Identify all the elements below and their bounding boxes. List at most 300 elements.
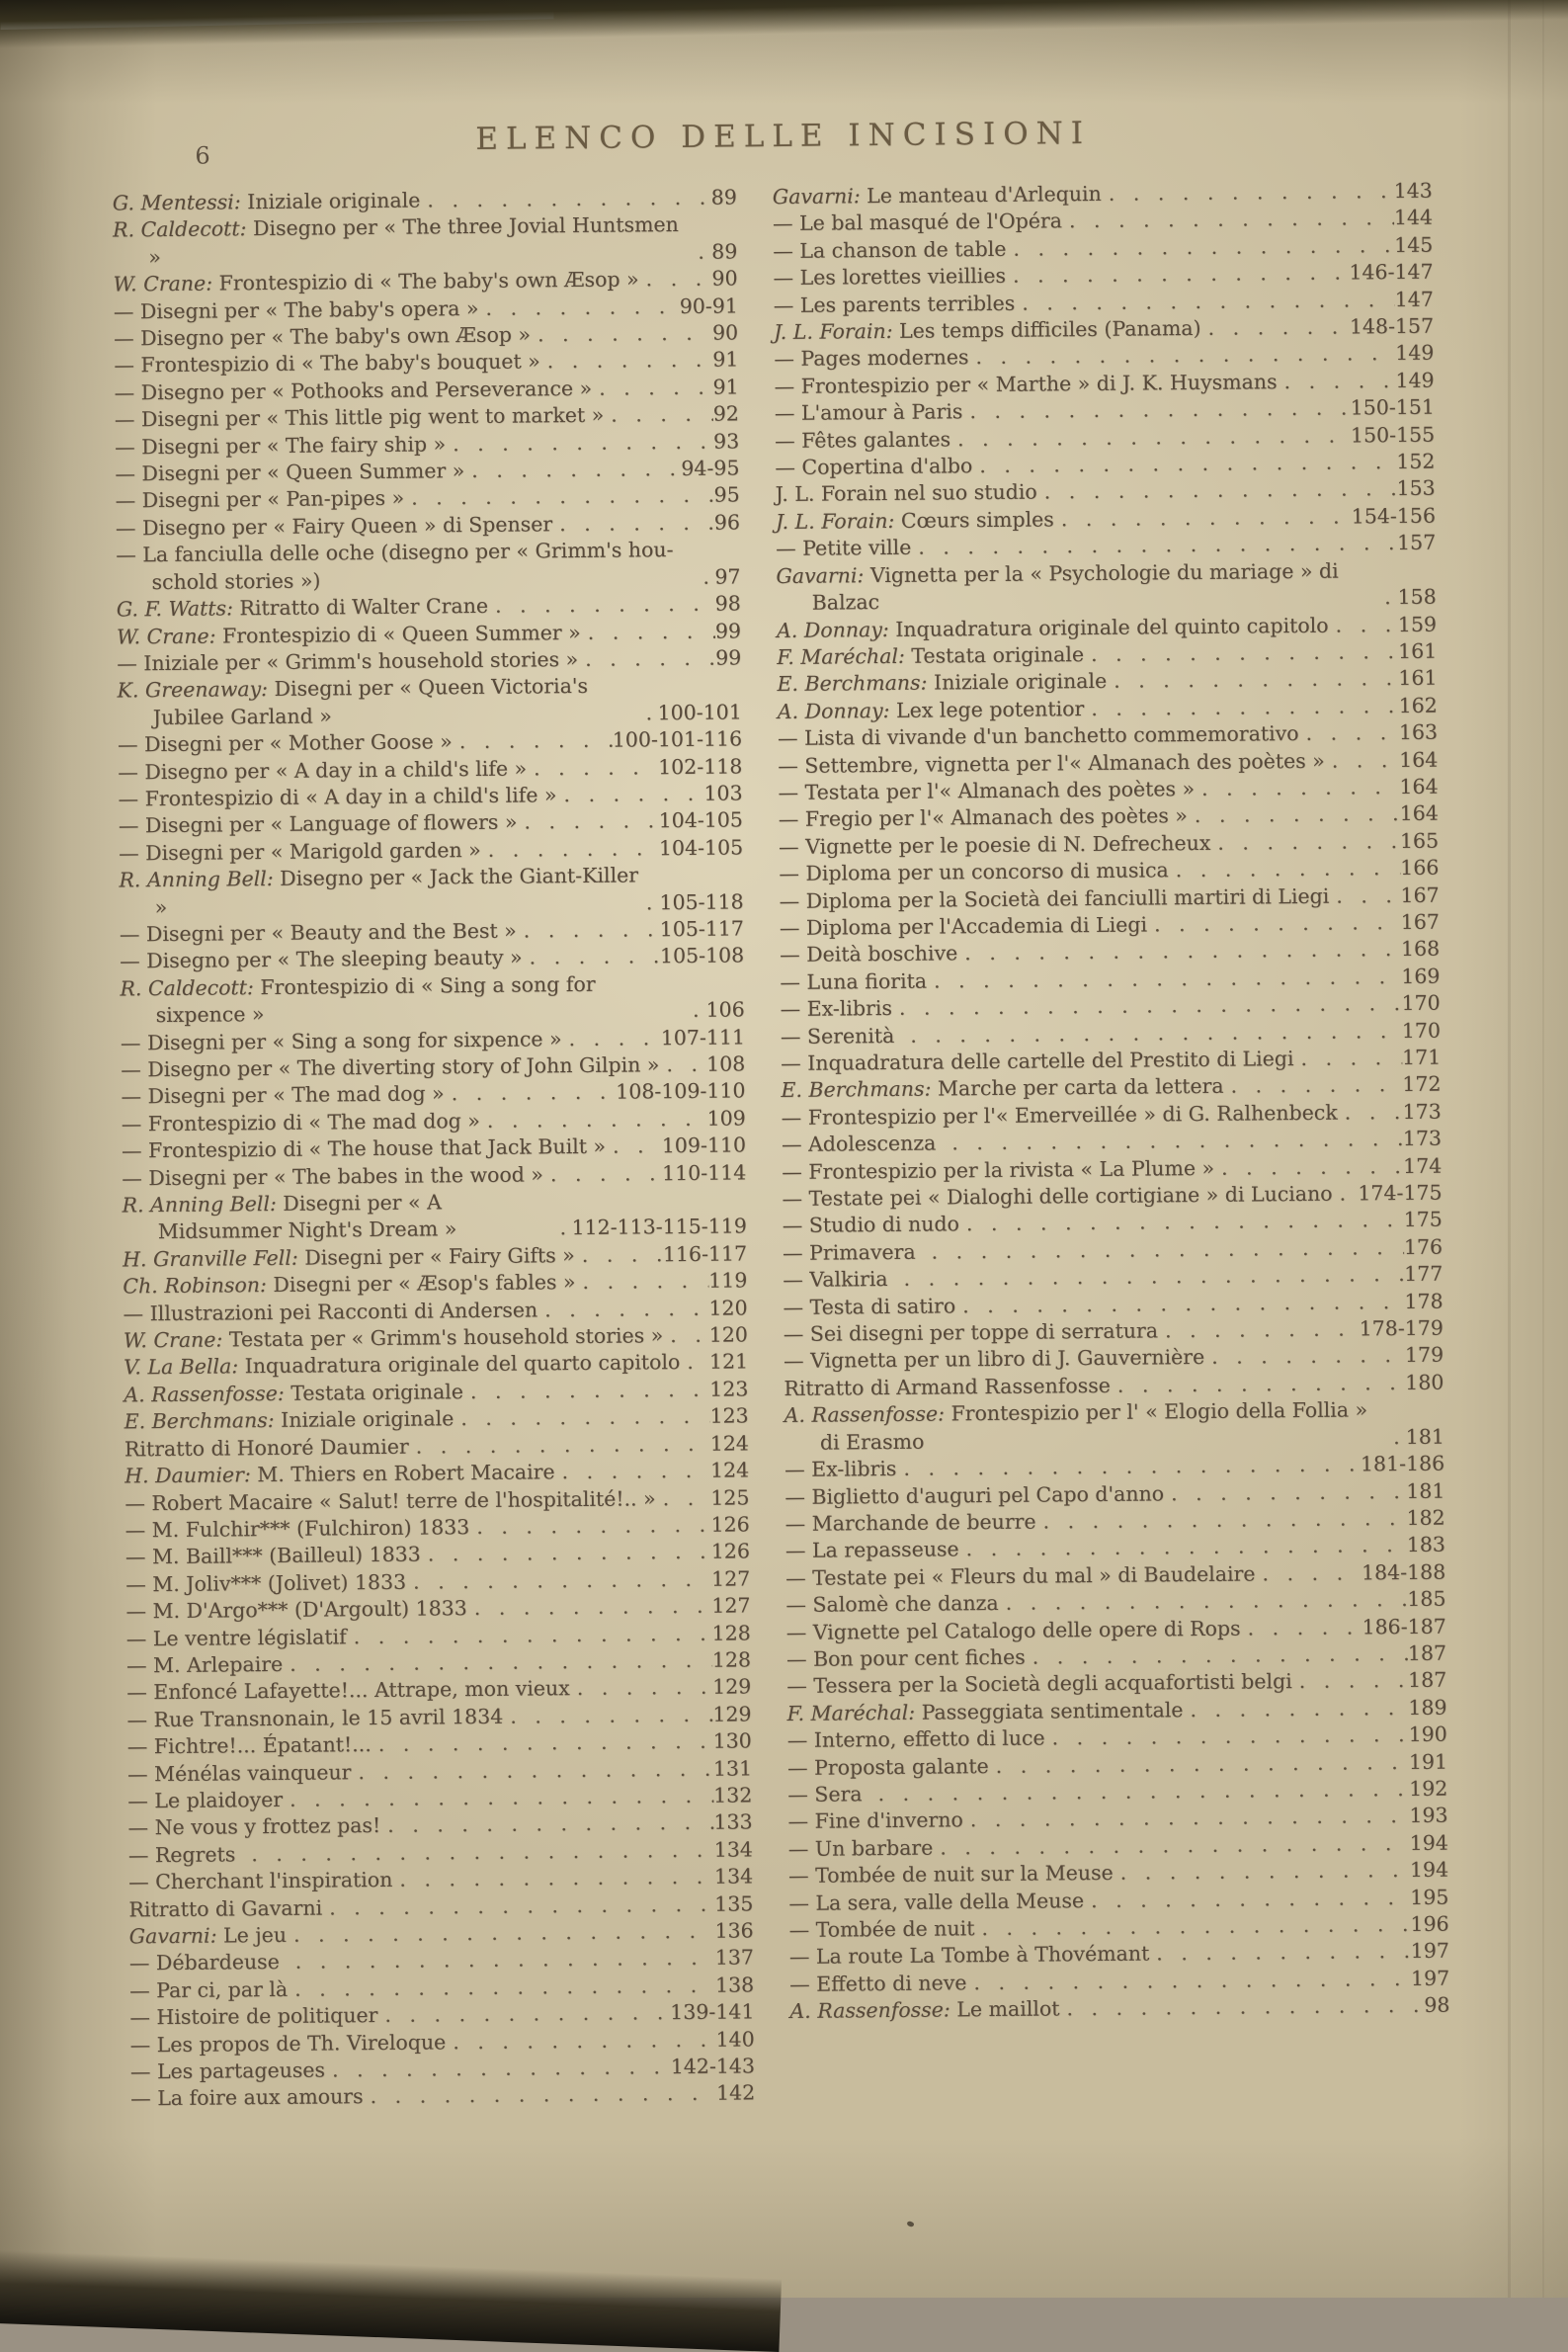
page-ref: 146-147 xyxy=(1349,259,1434,285)
entry-title: — Frontespizio di « The house that Jack Built » xyxy=(121,1134,607,1163)
dot-leader xyxy=(517,916,660,945)
entry-title: — M. Baill*** (Bailleul) 1833 xyxy=(124,1542,421,1569)
artist-name: Gavarni: xyxy=(776,562,870,588)
entry-title: — Tombée de nuit sur la Meuse xyxy=(787,1861,1114,1889)
dot-leader xyxy=(972,449,1396,480)
entry-title: — Disegni per « Language of flowers » xyxy=(118,809,518,838)
page-ref: 170 xyxy=(1401,1018,1442,1043)
page-ref: 192 xyxy=(1409,1776,1448,1801)
page-ref: 173 xyxy=(1402,1126,1443,1151)
entry-title: — Disegno per « The diverting story of John Gilpin » xyxy=(121,1052,660,1082)
artist-name: W. Crane: xyxy=(113,271,219,296)
entry-title: — Salomè che danza xyxy=(785,1591,999,1618)
entry-title: — Ex-libris xyxy=(784,1457,897,1482)
entry-title: H. Granville Fell: Disegni per « Fairy Gifts » xyxy=(122,1242,575,1272)
page-ref: 185 xyxy=(1407,1586,1446,1612)
dot-leader xyxy=(463,1377,710,1406)
entry-title: — Disegno per « A day in a child's life » xyxy=(118,756,528,784)
entry-title: — Le bal masqué de l'Opéra xyxy=(772,209,1063,236)
artist-name: V. La Bella: xyxy=(124,1354,245,1380)
dot-leader xyxy=(1214,1153,1403,1182)
toc-column-left xyxy=(113,184,756,2113)
entry-title: A. Donnay: Lex lege potentior xyxy=(777,696,1085,723)
dot-leader xyxy=(1147,909,1401,939)
page-ref: 105-117 xyxy=(659,916,745,942)
dot-leader xyxy=(543,1160,662,1189)
dot-leader xyxy=(1200,314,1350,343)
page-ref: 158 xyxy=(1397,584,1437,610)
page-ref: 99 xyxy=(715,645,742,670)
page-ref: 181 xyxy=(1405,1424,1444,1449)
page-ref: 127 xyxy=(710,1566,751,1591)
page-ref: 128 xyxy=(711,1620,751,1645)
page-ref: 149 xyxy=(1395,341,1435,366)
page-ref: 168 xyxy=(1400,937,1441,962)
entry-title: Ritratto di Armand Rassenfosse xyxy=(784,1373,1111,1400)
dot-leader xyxy=(371,1728,713,1759)
page-ref: 195 xyxy=(1410,1885,1449,1909)
entry-title: — Frontespizio per « Marthe » di J. K. Huysmans xyxy=(774,370,1278,398)
page-ref: 123 xyxy=(709,1377,749,1401)
entry-title: A. Rassenfosse: Testata originale xyxy=(124,1380,464,1407)
entry-title: — L'amour à Paris xyxy=(774,399,963,426)
page-ref: 120 xyxy=(708,1322,748,1347)
dot-leader xyxy=(950,422,1351,453)
entry-title: — Iniziale per « Grimm's household stories » xyxy=(117,646,579,676)
page-ref: 162 xyxy=(1398,693,1438,717)
dot-leader xyxy=(1084,693,1399,722)
entry-title: — Inquadratura delle cartelle del Prestito di Liegi xyxy=(781,1047,1294,1076)
dot-leader xyxy=(974,1911,1410,1943)
page-ref: 161 xyxy=(1398,665,1438,691)
page-ref: 184-188 xyxy=(1361,1559,1446,1585)
page-ref: 174-175 xyxy=(1358,1180,1443,1206)
dot-leader xyxy=(1111,1370,1406,1399)
page-ref: 165 xyxy=(1399,828,1440,853)
dot-leader xyxy=(1292,1667,1409,1696)
entry-title: — La route La Tombe à Thovémant xyxy=(788,1941,1150,1970)
dot-leader xyxy=(1169,855,1401,884)
entry-title: — Effetto di neve xyxy=(789,1971,967,1996)
entry-title: — Copertina d'albo xyxy=(775,454,973,480)
artist-name: G. F. Watts: xyxy=(116,596,240,622)
page-ref: 121 xyxy=(708,1349,749,1375)
dot-leader xyxy=(351,1755,713,1786)
entry-title: — Sera xyxy=(787,1782,863,1806)
entry-title: — Rue Transnonain, le 15 avril 1834 xyxy=(126,1704,504,1732)
page-ref: 166 xyxy=(1400,855,1440,881)
page-ref: 90 xyxy=(711,320,739,345)
dot-leader xyxy=(527,754,658,783)
entry-title: — Serenità xyxy=(780,1023,895,1049)
page-ref: 95 xyxy=(713,482,740,508)
dot-leader xyxy=(1338,1099,1403,1127)
entry-title: Gavarni: Vignetta per la « Psychologie du mariage » di Balzac xyxy=(776,558,1339,615)
entry-title: — Disegno per « The baby's own Æsop » xyxy=(114,322,532,351)
entry-title: H. Daumier: M. Thiers en Robert Macaire xyxy=(124,1460,555,1488)
dot-leader xyxy=(392,1864,714,1894)
entry-title: W. Crane: Frontespizio di « Queen Summer » xyxy=(116,620,581,648)
page-ref: 93 xyxy=(712,429,740,454)
page-ref: 167 xyxy=(1400,882,1440,907)
page-ref: 186-187 xyxy=(1362,1614,1446,1638)
page-ref: 189 xyxy=(1408,1695,1447,1720)
dot-leader xyxy=(446,2026,716,2056)
toc-entry xyxy=(117,672,741,732)
artist-name: H. Daumier: xyxy=(124,1463,258,1488)
dot-leader xyxy=(1386,1424,1406,1452)
page-ref: 190 xyxy=(1408,1722,1447,1747)
entry-title: — Frontespizio di « A day in a child's life » xyxy=(118,783,557,811)
page-ref: 194 xyxy=(1409,1830,1448,1855)
dot-leader xyxy=(1210,828,1400,857)
dot-leader xyxy=(1037,475,1397,506)
dot-leader xyxy=(464,456,681,485)
dot-leader xyxy=(454,1403,709,1433)
entry-title: Gavarni: Le manteau d'Arlequin xyxy=(772,181,1102,210)
index-columns xyxy=(113,178,1451,2114)
dot-leader xyxy=(1006,232,1394,263)
page-ref: 100-101 xyxy=(657,700,742,724)
entry-title: — Vignetta per un libro di J. Gauvernière xyxy=(783,1345,1205,1374)
page-ref: 150-155 xyxy=(1350,422,1436,448)
page-ref: 196 xyxy=(1410,1911,1449,1936)
entry-title: — Ex-libris xyxy=(780,996,893,1022)
entry-title: — Disegni per « Pan-pipes » xyxy=(115,486,405,513)
artist-name: E. Berchmans: xyxy=(777,670,935,697)
dot-leader xyxy=(680,1349,709,1377)
page-ref: 116-117 xyxy=(662,1241,748,1267)
entry-title: R. Caldecott: Disegno per « The three Jovial Huntsmen » xyxy=(112,212,679,269)
page-ref: 154-156 xyxy=(1351,503,1437,529)
entry-title: — Histoire de politiquer xyxy=(129,2003,378,2030)
entry-title: — Disegni per « The baby's opera » xyxy=(113,295,479,324)
dot-leader xyxy=(959,1207,1404,1238)
entry-title: R. Anning Bell: Disegni per « A Midsummer Night's Dream » xyxy=(122,1190,457,1244)
page-ref: 109 xyxy=(706,1106,746,1131)
toc-entry xyxy=(116,537,740,597)
page-ref: 108-109-110 xyxy=(616,1078,746,1105)
dot-leader xyxy=(1054,503,1352,533)
entry-title: — Tombée de nuit xyxy=(788,1916,975,1942)
dot-leader xyxy=(380,1809,713,1840)
entry-title: E. Berchmans: Iniziale originale xyxy=(777,669,1108,697)
toc-entry xyxy=(784,1396,1444,1457)
page-ref: 159 xyxy=(1397,612,1438,636)
entry-title: F. Maréchal: Passeggiata sentimentale xyxy=(786,1697,1184,1725)
dot-leader xyxy=(531,320,712,349)
entry-title: — Diploma per l'Accademia di Liegi xyxy=(779,912,1148,941)
page-ref: 131 xyxy=(712,1755,753,1781)
entry-title: — Cherchant l'inspiration xyxy=(128,1868,393,1894)
dot-leader xyxy=(1183,1695,1408,1724)
entry-title: — La chanson de table xyxy=(773,236,1007,263)
dot-leader xyxy=(1293,1045,1402,1072)
dot-leader xyxy=(421,1539,711,1568)
dot-leader xyxy=(540,347,713,376)
toc-entry xyxy=(119,862,743,922)
page-ref: 178-179 xyxy=(1359,1315,1444,1341)
entry-title: E. Berchmans: Marche per carta da lettera xyxy=(781,1074,1224,1103)
artist-name: J. L. Forain: xyxy=(775,508,902,534)
page-ref: 174 xyxy=(1402,1153,1443,1178)
page-ref: 170 xyxy=(1401,990,1441,1016)
page-ref: 171 xyxy=(1401,1045,1442,1070)
toc-entry xyxy=(130,2080,755,2113)
entry-title: — M. Joliv*** (Jolivet) 1833 xyxy=(125,1569,407,1597)
dot-leader xyxy=(1062,205,1394,235)
dot-leader xyxy=(962,395,1351,426)
entry-title: — Regrets xyxy=(127,1842,236,1868)
dot-leader xyxy=(1329,882,1400,910)
dot-leader xyxy=(480,1106,707,1135)
dot-leader xyxy=(1298,719,1399,747)
page-ref: 107-111 xyxy=(660,1024,746,1050)
page-ref: 132 xyxy=(713,1783,753,1807)
entry-title: — Ménélas vainqueur xyxy=(126,1759,352,1786)
entry-title: — Frontespizio per la rivista « La Plume » xyxy=(782,1155,1215,1184)
page-ref: 94-95 xyxy=(681,456,740,481)
artist-name: W. Crane: xyxy=(123,1327,229,1353)
page-ref: 99 xyxy=(714,618,742,643)
page-ref: 126 xyxy=(710,1512,750,1537)
artist-name: Gavarni: xyxy=(772,184,867,210)
dot-leader xyxy=(1325,747,1400,775)
dot-leader xyxy=(999,1586,1408,1617)
entry-title: — La repasseuse xyxy=(784,1537,959,1563)
dot-leader xyxy=(406,1565,711,1595)
entry-title: W. Crane: Testata per « Grimm's household stories » xyxy=(123,1323,664,1353)
dot-leader xyxy=(517,808,658,837)
entry-title: — Proposta galante xyxy=(786,1753,989,1780)
dot-leader xyxy=(955,1289,1404,1320)
page-ref: 150-151 xyxy=(1350,394,1435,420)
artist-name: A. Rassenfosse: xyxy=(784,1401,951,1428)
entry-title: — Valkiria xyxy=(783,1267,888,1293)
artist-name: J. L. Forain: xyxy=(773,318,900,345)
page-ref: 106 xyxy=(705,997,745,1022)
page-ref: 164 xyxy=(1399,800,1439,826)
entry-title: — Les lorettes vieillies xyxy=(773,264,1007,291)
dot-leader xyxy=(1328,612,1398,639)
page-ref: 149 xyxy=(1395,368,1435,392)
artist-name: F. Maréchal: xyxy=(786,1700,922,1725)
dot-leader xyxy=(691,238,711,266)
entry-title: — Disegni per « The mad dog » xyxy=(121,1081,445,1109)
dot-leader xyxy=(989,1749,1409,1780)
folio-number: 6 xyxy=(195,141,210,170)
entry-title: — Disegni per « Beauty and the Best » xyxy=(119,918,517,947)
entry-title: — Testa di satiro xyxy=(783,1294,956,1319)
page-ref: 153 xyxy=(1396,476,1436,501)
entry-title: — Illustrazioni pei Racconti di Andersen xyxy=(123,1298,538,1326)
entry-title: — Disegni per « Sing a song for sixpence » xyxy=(120,1026,562,1055)
page-ref: 124 xyxy=(709,1458,750,1482)
page-ref: 143 xyxy=(1393,178,1433,204)
entry-title: — Petite ville xyxy=(776,536,912,561)
entry-title: — Disegni per « Mother Goose » xyxy=(117,729,453,757)
dot-leader xyxy=(287,1918,715,1950)
page-ref: 97 xyxy=(714,564,741,589)
dot-leader xyxy=(283,1783,713,1814)
page-ref: 173 xyxy=(1402,1099,1442,1124)
entry-title: — Lista di vivande d'un banchetto commemorativo xyxy=(777,721,1299,751)
entry-title: — Fichtre!... Épatant!... xyxy=(126,1732,371,1759)
entry-title: — Disegno per « Pothooks and Perseverance » xyxy=(114,376,593,405)
page-ref: 164 xyxy=(1399,747,1439,772)
artist-name: Gavarni: xyxy=(128,1923,224,1949)
page-ref: 103 xyxy=(703,781,743,805)
page-title: ELENCO DELLE INCISIONI xyxy=(475,115,1092,157)
dot-leader xyxy=(503,1701,712,1729)
page-ref: 96 xyxy=(713,510,741,535)
entry-title: — Studio di nudo xyxy=(782,1212,960,1238)
artist-name: R. Anning Bell: xyxy=(122,1191,284,1218)
entry-title: — Luna fiorita xyxy=(780,968,928,994)
entry-title: — Enfoncé Lafayette!... Attrape, mon vieux xyxy=(126,1676,570,1705)
page-ref: 98 xyxy=(1424,1992,1450,2018)
entry-title: — Testata per l'« Almanach des poètes » xyxy=(778,776,1196,804)
entry-title: — Disegni per « Queen Summer » xyxy=(115,459,465,486)
page-ref: 91 xyxy=(712,375,739,399)
entry-title: — Bon pour cent fiches xyxy=(785,1644,1026,1671)
entry-title: — Le ventre législatif xyxy=(125,1624,347,1650)
entry-title: — Les propos de Th. Vireloque xyxy=(129,2029,447,2058)
dot-leader xyxy=(606,1133,662,1160)
artist-name: R. Caldecott: xyxy=(112,216,254,242)
page-ref: 112-113-115-119 xyxy=(571,1214,747,1240)
dot-leader xyxy=(1164,1477,1406,1507)
page-ref: 91 xyxy=(712,347,739,373)
entry-title: F. Maréchal: Testata originale xyxy=(777,641,1085,669)
dot-leader xyxy=(968,340,1395,372)
page-ref: 147 xyxy=(1394,287,1434,311)
page-ref: 120 xyxy=(708,1296,748,1320)
entry-title: — Vignette pel Catalogo delle opere di Rops xyxy=(785,1616,1241,1644)
entry-title: J. L. Forain: Cœurs simples xyxy=(775,507,1054,534)
dot-leader xyxy=(453,727,613,756)
entry-title: — Sei disegni per toppe di serratura xyxy=(783,1318,1159,1347)
page-ref: 119 xyxy=(708,1268,748,1293)
dot-leader xyxy=(1059,1992,1424,2023)
page-ref: 127 xyxy=(711,1593,751,1618)
page-ref: 197 xyxy=(1410,1966,1450,1990)
dot-leader xyxy=(1377,584,1398,612)
page-ref: 129 xyxy=(712,1674,752,1700)
page-ref: 167 xyxy=(1400,909,1440,934)
entry-title: — Fregio per l'« Almanach des poètes » xyxy=(778,803,1188,832)
dot-leader xyxy=(556,781,703,809)
dot-leader xyxy=(552,510,714,539)
dot-leader xyxy=(488,591,715,621)
dot-leader xyxy=(446,428,713,458)
entry-title: W. Crane: Frontespizio di « The baby's own Æsop » xyxy=(113,267,639,296)
entry-title: — Fêtes galantes xyxy=(775,427,951,453)
dot-leader xyxy=(639,889,660,917)
artist-name: R. Anning Bell: xyxy=(119,867,281,892)
entry-title: — Testate pei « Dialoghi delle cortigiane » di Luciano xyxy=(782,1181,1333,1212)
entry-title: — Ne vous y frottez pas! xyxy=(127,1813,381,1840)
artist-name: W. Crane: xyxy=(116,623,223,648)
dot-leader xyxy=(347,1620,712,1650)
entry-title: — Deità boschive xyxy=(780,941,958,967)
dot-leader xyxy=(325,2054,671,2084)
artist-name: F. Maréchal: xyxy=(777,643,912,669)
page-ref: 193 xyxy=(1409,1803,1448,1828)
entry-title: — Frontespizio di « The baby's bouquet » xyxy=(114,349,540,378)
dot-leader xyxy=(575,1241,663,1269)
dot-leader xyxy=(656,1484,711,1512)
artist-name: K. Greenaway: xyxy=(117,677,275,703)
dot-leader xyxy=(1035,1505,1406,1536)
page-ref: 133 xyxy=(713,1809,753,1835)
page-ref: 181-186 xyxy=(1360,1451,1445,1476)
page-ref: 90 xyxy=(711,266,738,291)
page-ref: 105-118 xyxy=(659,888,744,914)
dot-leader xyxy=(1204,1342,1405,1371)
entry-title: — Disegni per « The fairy ship » xyxy=(115,431,447,460)
entry-title: — Vignette per le poesie di N. Defrecheux xyxy=(778,830,1211,859)
dot-leader xyxy=(578,645,715,674)
dot-leader xyxy=(1026,1640,1408,1671)
dot-leader xyxy=(404,482,714,512)
page-ref: 179 xyxy=(1404,1343,1444,1368)
dot-leader xyxy=(1084,638,1398,668)
dot-leader xyxy=(966,1966,1411,1997)
artist-name: E. Berchmans: xyxy=(124,1408,282,1434)
dot-leader xyxy=(663,1322,709,1350)
page-ref: 152 xyxy=(1396,449,1436,474)
page-ref: 98 xyxy=(714,591,741,616)
dot-leader xyxy=(478,294,680,322)
entry-title: Ch. Robinson: Disegni per « Æsop's fables » xyxy=(123,1270,576,1299)
page-ref: 142-143 xyxy=(670,2054,756,2079)
entry-title: — Testate pei « Fleurs du mal » di Baudelaire xyxy=(785,1561,1256,1590)
entry-title: — Le plaidoyer xyxy=(127,1787,284,1813)
page-ref: 161 xyxy=(1397,638,1438,663)
page-ref: 169 xyxy=(1401,964,1441,988)
entry-title: — Adolescenza xyxy=(781,1131,937,1157)
toc-entry xyxy=(120,969,744,1030)
page-ref: 197 xyxy=(1410,1938,1449,1964)
entry-title: — La fanciulla delle oche (disegno per « Grimm's hou-schold stories ») xyxy=(116,538,674,594)
page-ref: 90-91 xyxy=(679,294,738,318)
dot-leader xyxy=(288,1973,715,2004)
page-ref: 109-110 xyxy=(661,1133,747,1158)
entry-title: V. La Bella: Inquadratura originale del quarto capitolo xyxy=(124,1350,681,1380)
artist-name: A. Donnay: xyxy=(777,698,897,723)
entry-title: G. F. Watts: Ritratto di Walter Crane xyxy=(116,593,489,622)
dot-leader xyxy=(522,944,660,972)
dot-leader xyxy=(963,1803,1410,1834)
dot-leader xyxy=(1277,368,1395,396)
artist-name: G. Mentessi: xyxy=(112,190,248,215)
dot-leader xyxy=(1188,800,1400,829)
dot-leader xyxy=(1107,665,1398,695)
dot-leader xyxy=(604,401,713,429)
artist-name: A. Rassenfosse: xyxy=(124,1381,291,1407)
page-ref: 130 xyxy=(712,1728,752,1753)
page-ref: 163 xyxy=(1398,719,1439,745)
entry-title: — Pages modernes xyxy=(774,345,969,372)
dot-leader xyxy=(575,1268,708,1297)
page-ref: 110-114 xyxy=(661,1160,747,1185)
artist-name: A. Donnay: xyxy=(776,617,896,642)
dot-leader xyxy=(592,375,713,403)
page-ref: 136 xyxy=(714,1918,754,1943)
page-ref: 148-157 xyxy=(1349,313,1435,339)
page-ref: 92 xyxy=(712,401,740,426)
